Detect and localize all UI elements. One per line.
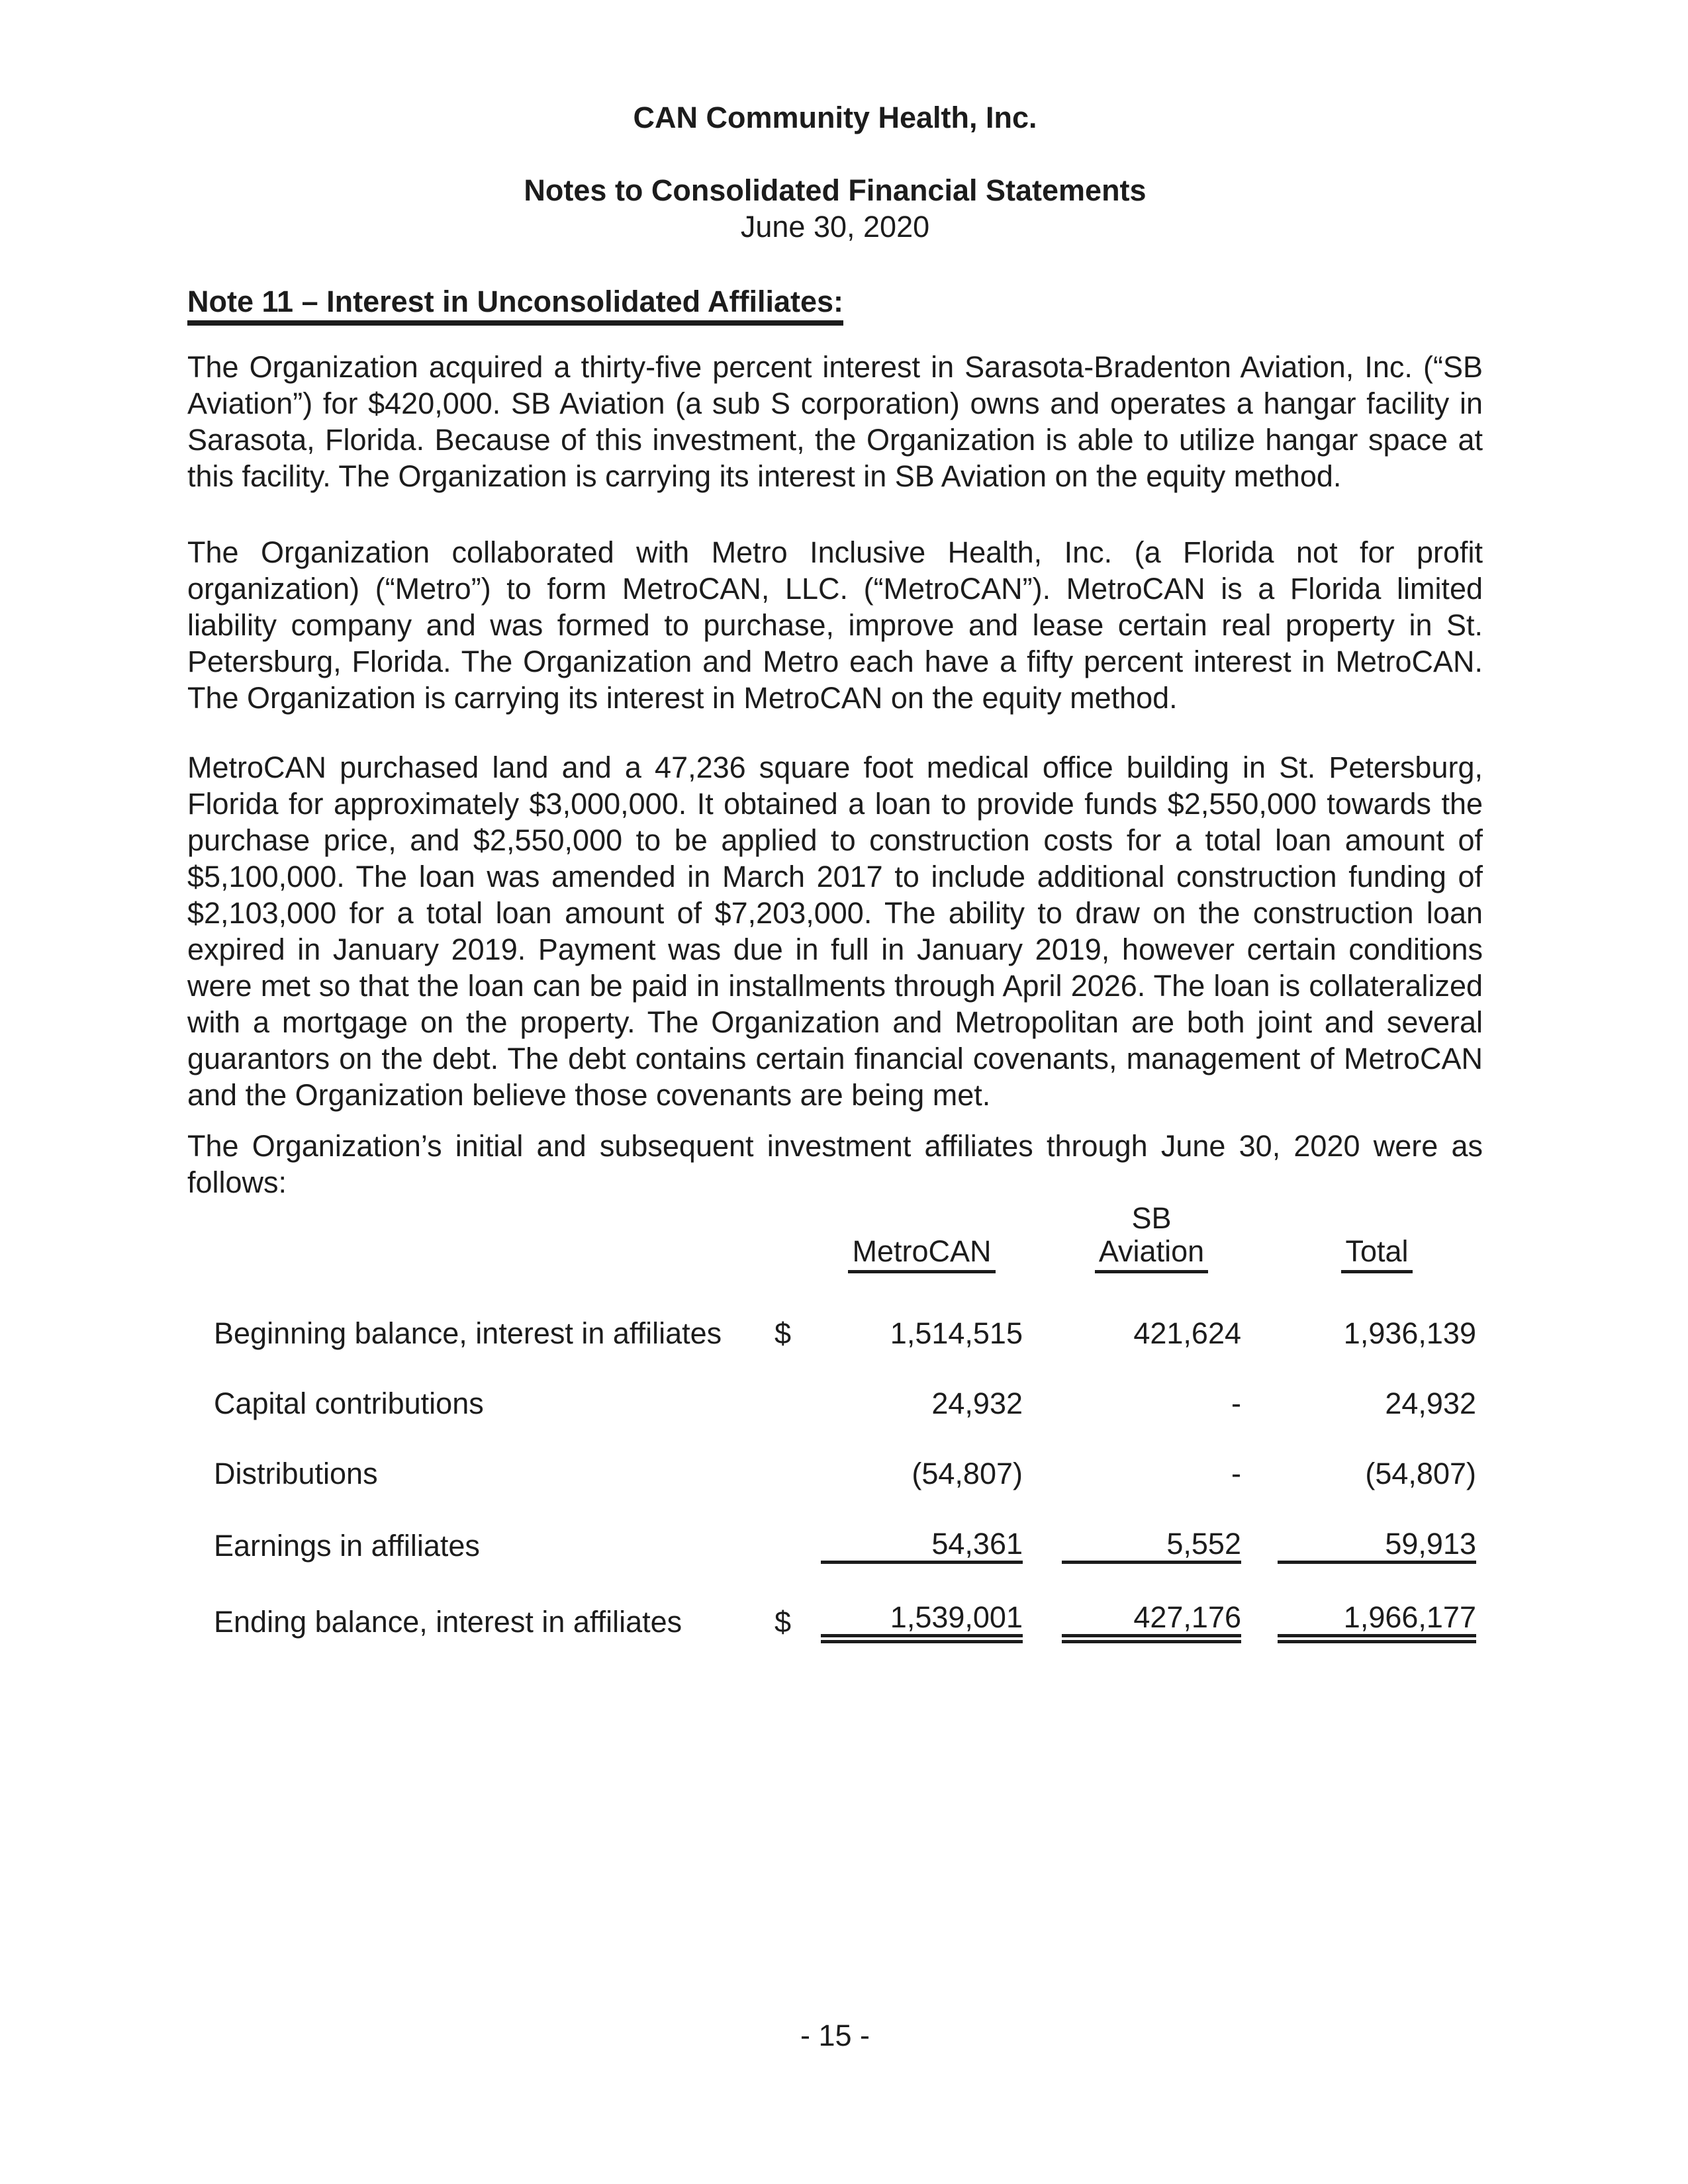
cell-spacer bbox=[1023, 1490, 1062, 1563]
cell-total: 1,936,139 bbox=[1343, 1316, 1476, 1350]
cell-sb-aviation: 5,552 bbox=[1062, 1490, 1241, 1563]
table-header-row bbox=[214, 1235, 1476, 1280]
table-row-beginning-balance bbox=[214, 1280, 1476, 1350]
cell-label: Capital contributions bbox=[214, 1387, 484, 1420]
cell-metrocan: 1,539,001 bbox=[821, 1563, 1023, 1639]
table-group-header-row bbox=[214, 1201, 1476, 1235]
column-header-sb-aviation bbox=[1062, 1235, 1241, 1280]
table-row-distributions bbox=[214, 1420, 1476, 1490]
document-header bbox=[187, 99, 1483, 245]
cell-spacer bbox=[1241, 1563, 1278, 1639]
cell-currency bbox=[774, 1350, 821, 1420]
org-name: CAN Community Health, Inc. bbox=[633, 101, 1037, 134]
page-number: - 15 - bbox=[800, 2019, 870, 2052]
note-heading bbox=[187, 283, 1483, 320]
doc-title: Notes to Consolidated Financial Statements bbox=[524, 173, 1147, 207]
column-header-total-text: Total bbox=[1341, 1235, 1412, 1273]
column-header-metrocan bbox=[821, 1235, 1023, 1280]
cell-spacer bbox=[1241, 1280, 1278, 1350]
cell-spacer bbox=[774, 1235, 821, 1280]
cell-total: 59,913 bbox=[1278, 1490, 1476, 1563]
cell-label: Earnings in affiliates bbox=[214, 1528, 480, 1563]
table-row-capital-contributions bbox=[214, 1350, 1476, 1420]
cell-metrocan: 24,932 bbox=[931, 1387, 1023, 1420]
table-row-earnings-in-affiliates bbox=[214, 1490, 1476, 1563]
cell-currency: $ bbox=[774, 1605, 792, 1639]
cell-spacer bbox=[1023, 1420, 1062, 1490]
cell-spacer bbox=[1278, 1201, 1476, 1235]
cell-spacer bbox=[821, 1201, 1023, 1235]
cell-metrocan: (54,807) bbox=[912, 1457, 1023, 1490]
table-row-ending-balance bbox=[214, 1563, 1476, 1639]
column-header-metrocan-text: MetroCAN bbox=[848, 1235, 995, 1273]
cell-currency: $ bbox=[774, 1316, 792, 1350]
cell-spacer bbox=[1023, 1235, 1062, 1280]
column-header-total bbox=[1278, 1235, 1476, 1280]
investment-affiliates-table bbox=[214, 1201, 1476, 1643]
cell-currency bbox=[774, 1420, 821, 1490]
note-heading-text: Note 11 – Interest in Unconsolidated Affiliates: bbox=[187, 285, 843, 326]
paragraph-sb-aviation: The Organization acquired a thirty-five percent interest in Sarasota-Bradenton Aviation, Inc. (“SB Aviation”) for $420,000. SB Aviation (a sub S corporation) owns and operates a hangar facility in Sarasota, Florida. Because of this investment, the Organization is able to utilize hangar space at this facility. The Organization is carrying its interest in SB Aviation on the equity method. bbox=[187, 350, 1483, 493]
cell-spacer bbox=[1023, 1280, 1062, 1350]
cell-sb-aviation: - bbox=[1231, 1387, 1241, 1420]
cell-spacer bbox=[774, 1201, 821, 1235]
column-header-sb-aviation-text: Aviation bbox=[1095, 1235, 1208, 1273]
cell-spacer bbox=[1023, 1350, 1062, 1420]
cell-sb-aviation: 421,624 bbox=[1133, 1316, 1241, 1350]
cell-sb-aviation: 427,176 bbox=[1062, 1563, 1241, 1639]
cell-spacer bbox=[1241, 1201, 1278, 1235]
cell-metrocan: 54,361 bbox=[821, 1490, 1023, 1563]
cell-spacer bbox=[1023, 1563, 1062, 1639]
cell-sb-aviation: - bbox=[1231, 1457, 1241, 1490]
cell-metrocan: 1,514,515 bbox=[890, 1316, 1023, 1350]
column-group-sb: SB bbox=[1131, 1201, 1172, 1235]
cell-total: 1,966,177 bbox=[1278, 1563, 1476, 1639]
cell-spacer bbox=[1241, 1235, 1278, 1280]
cell-label: Ending balance, interest in affiliates bbox=[214, 1605, 682, 1639]
cell-label: Beginning balance, interest in affiliates bbox=[214, 1316, 722, 1350]
cell-spacer bbox=[1241, 1420, 1278, 1490]
cell-label: Distributions bbox=[214, 1457, 378, 1490]
cell-spacer bbox=[1241, 1490, 1278, 1563]
cell-spacer bbox=[214, 1235, 774, 1280]
paragraph-metrocan-formation: The Organization collaborated with Metro Inclusive Health, Inc. (a Florida not for profit organization) (“Metro”) to form MetroCAN, LLC. (“MetroCAN”). MetroCAN is a Florida limited liability company and was formed to purchase, improve and lease certain real property in St. Petersburg, Florida. The Organization and Metro each have a fifty percent interest in MetroCAN. The Organization is carrying its interest in MetroCAN on the equity method. bbox=[187, 535, 1483, 715]
cell-currency bbox=[774, 1490, 821, 1563]
paragraph-table-intro: The Organization’s initial and subsequent investment affiliates through June 30, 2020 were as follows: bbox=[187, 1129, 1483, 1199]
doc-date: June 30, 2020 bbox=[740, 210, 930, 244]
cell-total: 24,932 bbox=[1385, 1387, 1476, 1420]
cell-spacer bbox=[1023, 1201, 1062, 1235]
cell-spacer bbox=[1241, 1350, 1278, 1420]
cell-spacer bbox=[214, 1201, 774, 1235]
cell-total: (54,807) bbox=[1365, 1457, 1476, 1490]
paragraph-metrocan-loan: MetroCAN purchased land and a 47,236 square foot medical office building in St. Petersburg, Florida for approximately $3,000,000. It obtained a loan to provide funds $2,550,000 towards the purchase price, and $2,550,000 to be applied to construction costs for a total loan amount of $5,100,000. The loan was amended in March 2017 to include additional construction funding of $2,103,000 for a total loan amount of $7,203,000. The ability to draw on the construction loan expired in January 2019. Payment was due in full in January 2019, however certain conditions were met so that the loan can be paid in installments through April 2026. The loan is collateralized with a mortgage on the property. The Organization and Metropolitan are both joint and several guarantors on the debt. The debt contains certain financial covenants, management of MetroCAN and the Organization believe those covenants are being met. bbox=[187, 751, 1483, 1112]
